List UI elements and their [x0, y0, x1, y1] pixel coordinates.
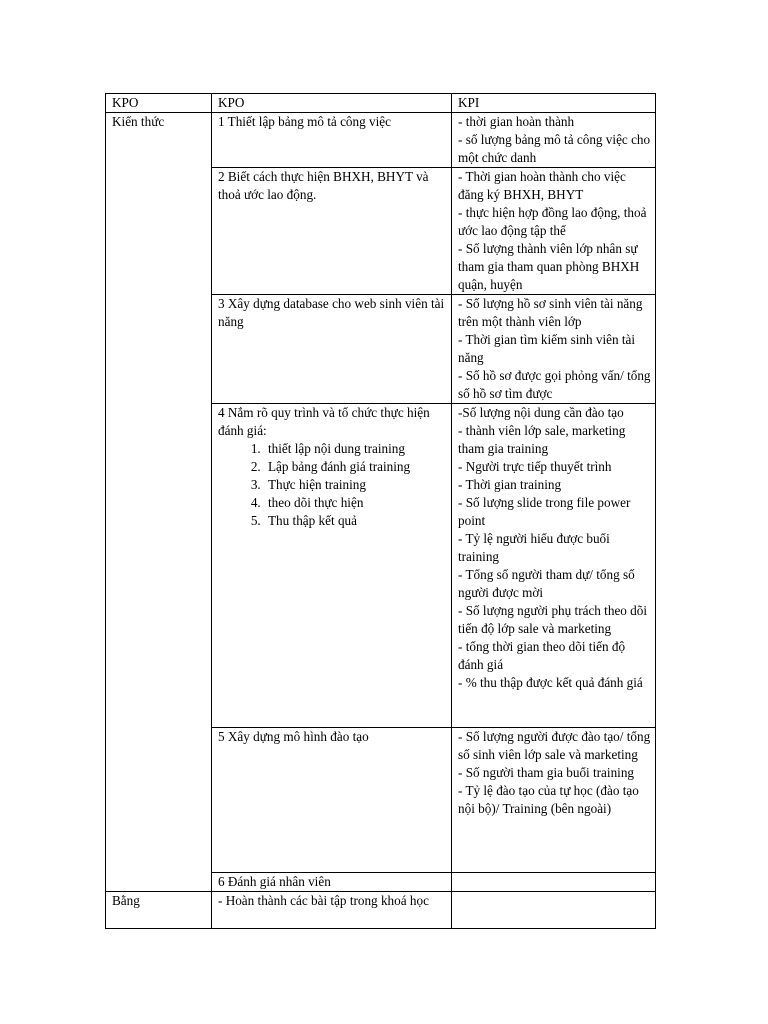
kpi-cell: [452, 168, 656, 295]
table-row: [106, 892, 656, 929]
kpi-item: - Thời gian hoàn thành cho việc đăng ký BHXH, BHYT: [458, 169, 626, 202]
kpi-item: - Người trực tiếp thuyết trình: [458, 459, 612, 474]
kpi-item: -Số lượng nội dung cần đào tạo: [458, 405, 624, 420]
kpi-item: - Tỷ lệ đào tạo của tự học (đào tạo nội bộ)/ Training (bên ngoài): [458, 783, 639, 816]
kpi-item: - Tổng số người tham dự/ tổng số người được mời: [458, 567, 635, 600]
kpi-item: - Số lượng người được đào tạo/ tổng số sinh viên lớp sale và marketing: [458, 729, 651, 762]
list-item: 4. theo dõi thực hiện: [264, 494, 447, 512]
kpi-item: - Số lượng slide trong file power point: [458, 495, 631, 528]
kpo-cell: 3 Xây dựng database cho web sinh viên tài năng: [212, 295, 452, 404]
kpo-cell: 1 Thiết lập bảng mô tả công việc: [212, 113, 452, 168]
training-steps-list: [218, 440, 447, 530]
list-item: 2. Lập bảng đánh giá training: [264, 458, 447, 476]
kpi-item: - số lượng bảng mô tả công việc cho một chức danh: [458, 132, 651, 165]
kpo-cell: 5 Xây dựng mô hình đào tạo: [212, 728, 452, 873]
kpi-cell: [452, 728, 656, 873]
list-item: 5. Thu thập kết quả: [264, 512, 447, 530]
kpo-text: 4 Nắm rõ quy trình và tổ chức thực hiện đánh giá:: [218, 405, 430, 438]
kpi-item: - tổng thời gian theo dõi tiến độ đánh giá: [458, 639, 626, 672]
kpo-cell: 6 Đánh giá nhân viên: [212, 873, 452, 892]
list-item: 1. thiết lập nội dung training: [264, 440, 447, 458]
kpi-item: - thời gian hoàn thành: [458, 114, 575, 129]
kpi-item: - thành viên lớp sale, marketing tham gia training: [458, 423, 626, 456]
header-kpo-1: KPO: [106, 94, 212, 113]
kpi-item: - % thu thập được kết quả đánh giá: [458, 675, 643, 690]
kpi-item: - Tỷ lệ người hiểu được buổi training: [458, 531, 610, 564]
category-cell: Kiến thức: [106, 113, 212, 892]
category-cell: Bằng: [106, 892, 212, 929]
table-row: [106, 113, 656, 168]
kpi-cell: [452, 113, 656, 168]
kpo-cell: - Hoàn thành các bài tập trong khoá học: [212, 892, 452, 929]
kpi-item: - thực hiện hợp đồng lao động, thoả ước lao động tập thể: [458, 205, 647, 238]
kpi-item: - Số người tham gia buổi training: [458, 765, 635, 780]
kpo-cell: 2 Biết cách thực hiện BHXH, BHYT và thoả ước lao động.: [212, 168, 452, 295]
header-kpi: KPI: [452, 94, 656, 113]
kpi-item: - Số lượng hồ sơ sinh viên tài năng trên một thành viên lớp: [458, 296, 643, 329]
kpi-cell: [452, 404, 656, 728]
header-kpo-2: KPO: [212, 94, 452, 113]
kpo-kpi-table: [105, 93, 656, 929]
kpi-item: - Số hồ sơ được gọi phỏng vấn/ tổng số hồ sơ tìm được: [458, 368, 651, 401]
table-header-row: [106, 94, 656, 113]
kpi-cell: [452, 295, 656, 404]
kpi-item: - Thời gian tìm kiếm sinh viên tài năng: [458, 332, 636, 365]
kpi-item: - Thời gian training: [458, 477, 562, 492]
kpi-cell: [452, 873, 656, 892]
kpi-item: - Số lượng thành viên lớp nhân sự tham gia tham quan phòng BHXH quận, huyện: [458, 241, 640, 292]
kpi-item: - Số lượng người phụ trách theo dõi tiến độ lớp sale và marketing: [458, 603, 648, 636]
kpo-cell: [212, 404, 452, 728]
list-item: 3. Thực hiện training: [264, 476, 447, 494]
kpi-cell: [452, 892, 656, 929]
